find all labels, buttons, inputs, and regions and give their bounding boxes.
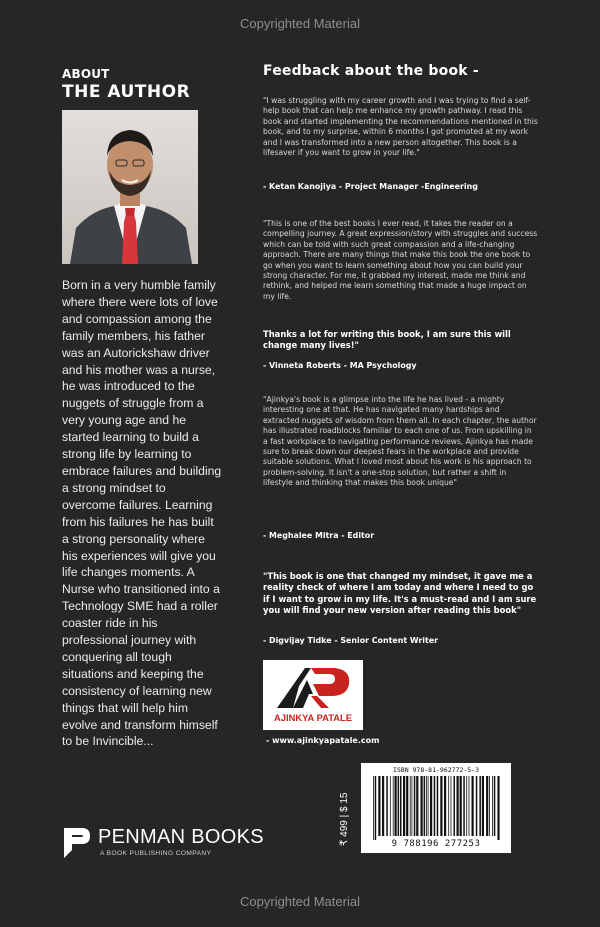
feedback-attribution-3: - Meghalee Mitra - Editor [263, 531, 375, 540]
barcode-bar [410, 776, 411, 836]
barcode-bar [382, 776, 384, 836]
feedback-note-2: Thanks a lot for writing this book, I am sure this will change many lives!" [263, 329, 511, 351]
barcode-bar [400, 776, 402, 836]
isbn-digits: 9 788196 277253 [391, 839, 481, 849]
barcode-bar [469, 776, 470, 836]
price-label: ₹ 499 | $ 15 [339, 792, 350, 846]
author-website: - www.ajinkyapatale.com [266, 736, 380, 745]
feedback-quote-4: "This book is one that changed my mindset, it gave me a reality check of where I am today and where I need to go if I want to grow in my life. It's a must-read and I am sure you will find your new version after reading this book" [263, 571, 537, 616]
barcode-bar [421, 776, 423, 836]
barcode-bar [424, 776, 426, 836]
barcode-bar [472, 776, 474, 836]
feedback-quote-1: "I was struggling with my career growth and I was trying to find a self-help book that can help me enhance my growth pathway. I read this book and started implementing the recommendations mentioned in this book, and to my surprise, within 6 months I got promoted at my work and I was transformed into a new person altogether. This book is a lifesaver if you want to grow in your life." [263, 96, 538, 158]
publisher-tagline: A BOOK PUBLISHING COMPANY [100, 850, 212, 857]
barcode-bar [492, 776, 493, 836]
publisher-name: PENMAN BOOKS [98, 826, 264, 848]
barcode-bar [403, 776, 405, 836]
feedback-quote-3: "Ajinkya's book is a glimpse into the life he has lived - a mighty interesting one at that. He has navigated many hardships and extracted nuggets of wisdom from them all. In each chapter, the author has illustrated roadblocks familiar to each one of us. From upskilling in a fast workplace to navigating performance reviews, Ajinkya has made sure to break down our deepest fears in the workplace and provide suitable solutions. What I loved most about his work is his approach to problem-solving. It isn't a one-stop solution, but rather a shift in lifestyle and thinking that makes this book unique" [263, 395, 537, 488]
barcode-bar [390, 776, 391, 836]
feedback-attribution-4: - Digvijay Tidke - Senior Content Writer [263, 636, 439, 645]
isbn-label: ISBN 978-81-962772-5-3 [392, 766, 480, 774]
barcode-bar [460, 776, 462, 836]
barcode-bar [494, 776, 496, 836]
barcode-bar [398, 776, 400, 836]
feedback-title: Feedback about the book - [263, 63, 479, 79]
author-photo [62, 110, 198, 264]
barcode-bar [448, 776, 449, 836]
barcode-bar [386, 776, 388, 836]
barcode-bar [375, 776, 377, 840]
barcode-bar [393, 776, 394, 836]
barcode-bar [414, 776, 416, 836]
barcode-bar [463, 776, 465, 836]
barcode-bar [426, 776, 427, 836]
isbn-barcode [361, 763, 511, 853]
barcode-bar [454, 776, 456, 836]
barcode-bar [437, 776, 439, 836]
barcode-bar [428, 776, 429, 836]
barcode-bar [430, 776, 432, 836]
barcode-bar [406, 776, 408, 836]
feedback-attribution-2: - Vinneta Roberts - MA Psychology [263, 361, 417, 370]
barcode-bar [444, 776, 446, 836]
barcode-bar [457, 776, 459, 836]
author-portrait-illustration [62, 110, 198, 264]
barcode-bar [466, 776, 467, 836]
barcode-bar [378, 776, 380, 836]
barcode-bar [416, 776, 418, 836]
penman-logo-icon [62, 826, 92, 860]
barcode-bar [479, 776, 481, 836]
barcode-bar [482, 776, 484, 836]
logo-wordmark: AJINKYA PATALE [274, 712, 352, 723]
about-heading-small: ABOUT [62, 67, 110, 81]
feedback-quote-2: "This is one of the best books I ever read, it takes the reader on a compelling journey. A great expression/story with struggles and success which can be told with such great compassion and a life-changing approach. There are many things that make this book the one book to go when you want to learn something about how you can build your strong character. For me, it grabbed my interest, made me think and rethink, and helped me learn something that made a huge impact on my life. [263, 219, 538, 301]
barcode-bar [476, 776, 478, 836]
author-bio: Born in a very humble family where there were lots of love and compassion among the family members, his father was an Autorickshaw driver and his mother was a nurse, he was introduced to the nuggets of struggle from a very young age and he started learning to build a strong life by learning to embrace failures and building a strong mindset to overcome failures. Learning from his failures he has built a strong personality where his experiences will give you life changes moments. A Nurse who transitioned into a Technology SME had a roller coaster ride in his professional journey with conquering all tough situations and keeping the consistency of learning new things that will help him evolve and transform himself to be Invincible... [62, 278, 222, 749]
barcode-bar [373, 776, 374, 840]
barcode-bar [451, 776, 452, 836]
watermark-bottom: Copyrighted Material [240, 894, 360, 909]
ap-monogram-icon [263, 660, 363, 712]
feedback-attribution-1: - Ketan Kanojiya - Project Manager -Engineering [263, 182, 478, 191]
barcode-bar [489, 776, 490, 836]
barcode-bar [412, 776, 413, 836]
barcode-bar [497, 776, 499, 840]
barcode-bar [440, 776, 442, 836]
about-heading-big: THE AUTHOR [62, 82, 191, 102]
barcode-bar [434, 776, 436, 836]
barcode-bar [395, 776, 397, 836]
watermark-top: Copyrighted Material [240, 16, 360, 31]
barcode-bar [486, 776, 488, 836]
brand-logo [263, 660, 363, 730]
